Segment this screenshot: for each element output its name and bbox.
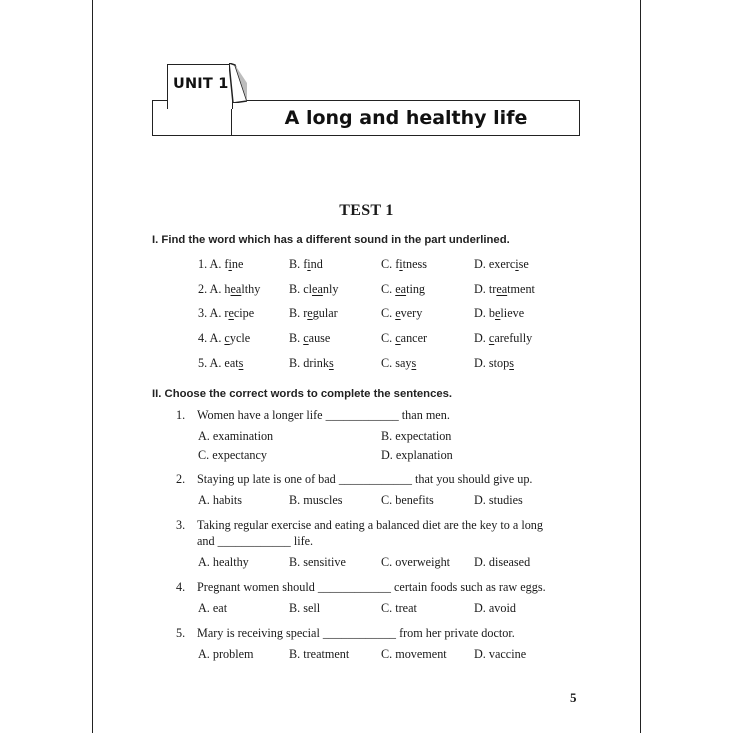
underlined-part: e	[495, 306, 501, 320]
question-number: 3.	[176, 518, 186, 532]
pronunciation-row	[0, 331, 733, 349]
question-number: 5.	[176, 626, 186, 640]
question-number: 1.	[176, 408, 186, 422]
option-a: 4. A. cycle	[198, 331, 251, 345]
underlined-part: s	[509, 356, 514, 370]
underlined-part: e	[395, 306, 401, 320]
answer-option: B. sensitive	[289, 555, 346, 569]
underlined-part: e	[228, 306, 234, 320]
option-b: B. drinks	[289, 356, 334, 370]
answer-option: B. treatment	[289, 647, 350, 661]
answer-option: A. habits	[198, 493, 243, 507]
underlined-part: c	[303, 331, 309, 345]
option-b: B. regular	[289, 306, 338, 320]
option-c: C. cancer	[381, 331, 428, 345]
underlined-part: c	[224, 331, 230, 345]
underlined-part: ea	[230, 282, 242, 296]
answer-option: A. examination	[198, 429, 274, 443]
question-text: Taking regular exercise and eating a balanced diet are the key to a long	[197, 518, 543, 532]
unit-fold-decoration	[229, 63, 247, 103]
unit-title: A long and healthy life	[284, 107, 528, 129]
option-d: D. believe	[474, 306, 525, 320]
option-a: 2. A. healthy	[198, 282, 261, 296]
answer-option: D. diseased	[474, 555, 531, 569]
answer-option: B. muscles	[289, 493, 343, 507]
underlined-part: c	[488, 331, 495, 345]
option-c: C. eating	[381, 282, 426, 296]
option-c: C. says	[381, 356, 417, 370]
question-text: and ____________ life.	[197, 534, 314, 548]
underlined-part: i	[515, 257, 519, 271]
unit-label: UNIT 1	[173, 76, 229, 92]
option-d: D. exercise	[474, 257, 529, 271]
underlined-part: e	[307, 306, 313, 320]
question-number: 4.	[176, 580, 186, 594]
underlined-part: ea	[312, 282, 323, 296]
answer-option: A. healthy	[198, 555, 249, 569]
underlined-part: ea	[496, 282, 508, 296]
option-c: C. fitness	[381, 257, 428, 271]
option-b: B. find	[289, 257, 323, 271]
option-a: 5. A. eats	[198, 356, 244, 370]
answer-option: A. problem	[198, 647, 254, 661]
answer-option: D. studies	[474, 493, 523, 507]
underlined-part: s	[411, 356, 417, 370]
answer-option: B. expectation	[381, 429, 452, 443]
answer-option: B. sell	[289, 601, 321, 615]
question-text: Staying up late is one of bad ____________ that you should give up.	[197, 472, 533, 486]
answer-option: D. vaccine	[474, 647, 527, 661]
answer-option: C. movement	[381, 647, 447, 661]
underlined-part: s	[238, 356, 244, 370]
section2-heading: II. Choose the correct words to complete the sentences.	[152, 388, 453, 400]
answer-option: D. avoid	[474, 601, 516, 615]
underlined-part: i	[228, 257, 232, 271]
option-b: B. cleanly	[289, 282, 339, 296]
answer-option: C. expectancy	[198, 448, 268, 462]
option-c: C. every	[381, 306, 423, 320]
pronunciation-row	[0, 257, 733, 275]
question-text: Women have a longer life ____________ than men.	[197, 408, 450, 422]
page-number: 5	[570, 690, 577, 705]
pronunciation-row	[0, 356, 733, 374]
option-a: 3. A. recipe	[198, 306, 255, 320]
answer-option: C. overweight	[381, 555, 451, 569]
test-title: TEST 1	[339, 202, 394, 219]
option-b: B. cause	[289, 331, 331, 345]
underlined-part: ea	[395, 282, 407, 296]
option-d: D. carefully	[474, 331, 533, 345]
option-d: D. stops	[474, 356, 514, 370]
underlined-part: i	[307, 257, 311, 271]
underlined-part: s	[328, 356, 334, 370]
question-text: Mary is receiving special ____________ from her private doctor.	[197, 626, 515, 640]
answer-option: C. treat	[381, 601, 417, 615]
pronunciation-row	[0, 306, 733, 324]
question-number: 2.	[176, 472, 186, 486]
option-d: D. treatment	[474, 282, 535, 296]
question-text: Pregnant women should ____________ certain foods such as raw eggs.	[197, 580, 546, 594]
answer-option: A. eat	[198, 601, 228, 615]
answer-option: C. benefits	[381, 493, 434, 507]
answer-option: D. explanation	[381, 448, 453, 462]
pronunciation-row	[0, 282, 733, 300]
option-a: 1. A. fine	[198, 257, 244, 271]
underlined-part: c	[395, 331, 401, 345]
section1-heading: I. Find the word which has a different sound in the part underlined.	[152, 234, 510, 246]
underlined-part: i	[399, 257, 403, 271]
